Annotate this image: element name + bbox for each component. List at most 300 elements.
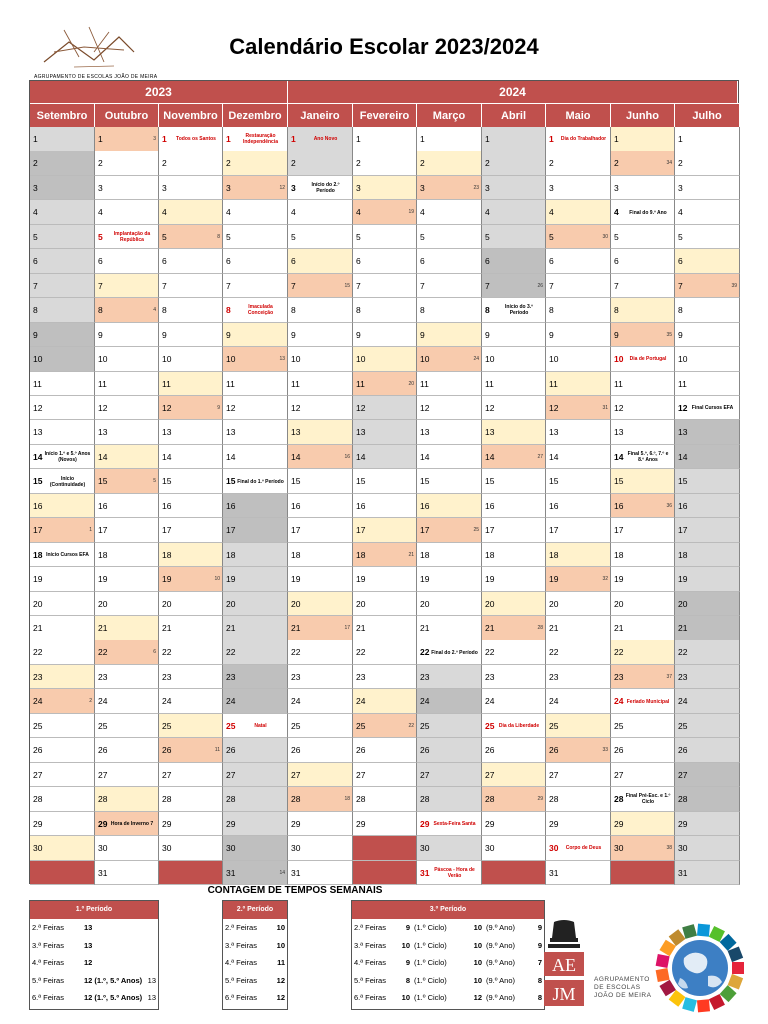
day-number: 1 [678,134,683,144]
day-number: 15 [33,476,43,487]
day-number: 7 [678,280,683,291]
count-extra: 13 [147,975,156,985]
day-cell [353,347,417,372]
day-number: 10 [291,354,301,365]
day-number: 22 [485,647,495,658]
counts-row [223,919,287,937]
day-number: 13 [420,427,430,438]
day-cell [288,592,353,617]
sdg-globe-icon [652,920,748,1016]
day-note: Sexta-Feira Santa [433,820,476,827]
day-number: 8 [485,305,490,316]
day-cell [353,543,417,568]
day-cell [417,640,482,665]
day-number: 24 [678,696,688,707]
day-number: 28 [678,794,688,805]
count-label-1: (1.º Ciclo) [414,993,447,1002]
day-cell [546,763,611,788]
day-cell [30,763,95,788]
day-cell [611,445,675,470]
day-number: 15 [614,476,624,487]
day-number: 17 [33,525,43,536]
weekday-label: 3.ª Feiras [32,940,64,950]
day-cell [159,665,223,690]
day-cell [353,420,417,445]
day-cell [417,151,482,176]
week-number: 1 [89,527,92,534]
week-number: 28 [537,625,543,631]
weekday-label: 4.ª Feiras [354,958,386,967]
sdg-tile [728,974,744,990]
count-value: 12 [276,975,285,985]
day-cell [611,274,675,299]
day-cell [353,592,417,617]
count-label-2: (9.º Ano) [486,940,516,950]
day-number: 29 [614,818,624,829]
day-cell [95,518,159,543]
day-cell [353,200,417,225]
day-number: 16 [162,500,172,511]
day-number: 30 [291,843,301,854]
day-cell [159,592,223,617]
day-number: 16 [420,500,430,511]
day-number: 8 [549,305,554,316]
day-cell [482,763,546,788]
day-cell [159,323,223,348]
count-value: 10 [276,923,285,932]
day-number: 16 [98,500,108,511]
count-value: 13 [84,923,93,932]
day-cell [223,274,288,299]
day-number: 25 [614,720,624,731]
day-cell [223,225,288,250]
week-number: 39 [731,282,737,289]
day-cell [95,616,159,641]
day-number: 13 [485,427,495,438]
day-number: 16 [33,500,43,511]
day-cell [611,176,675,201]
day-cell [611,738,675,763]
day-number: 9 [678,329,683,340]
day-number: 11 [226,378,235,389]
day-number: 1 [33,134,38,144]
day-number: 11 [33,378,42,389]
day-number: 14 [291,451,301,462]
day-cell [675,200,740,225]
day-note: Final do 9.º Ano [629,209,667,216]
week-number: 31 [602,404,608,411]
week-number: 10 [214,576,220,583]
week-number: 37 [666,673,672,680]
day-cell [611,298,675,323]
day-number: 29 [291,818,301,829]
day-number: 14 [678,451,688,462]
aejm-text-line-1: AGRUPAMENTO [594,976,650,983]
day-number: 19 [98,574,108,585]
day-cell [288,689,353,714]
day-cell [223,812,288,837]
day-number: 20 [33,598,43,609]
week-number: 4 [153,307,156,314]
weekday-label: 3.ª Feiras [354,940,386,950]
day-number: 11 [291,378,300,389]
day-number: 6 [162,256,167,267]
day-cell [30,445,95,470]
day-cell [675,127,740,152]
day-number: 31 [678,867,688,878]
day-number: 18 [162,549,172,560]
day-note: Início 1.º e 5.º Anos (Novos) [44,451,91,464]
day-number: 14 [420,451,430,462]
day-cell [546,543,611,568]
week-number: 16 [344,453,350,460]
day-cell [482,420,546,445]
week-number: 12 [279,184,285,191]
day-number: 18 [356,549,366,560]
day-cell [546,861,611,886]
day-number: 2 [162,158,167,169]
day-number: 2 [614,158,619,169]
day-number: 21 [485,623,495,633]
day-cell [611,836,675,861]
day-cell [611,689,675,714]
weekday-label: 3.ª Feiras [225,940,257,950]
day-number: 23 [549,671,559,682]
day-number: 28 [33,794,43,805]
day-cell [417,469,482,494]
day-cell [288,347,353,372]
count-value: 11 [277,958,285,967]
day-number: 20 [98,598,108,609]
day-number: 30 [33,843,43,854]
day-number: 27 [549,769,559,780]
day-number: 19 [678,574,688,585]
day-number: 14 [226,451,236,462]
day-cell [611,494,675,519]
day-number: 27 [226,769,236,780]
month-header-janeiro: Janeiro [288,103,353,127]
day-number: 12 [226,402,236,413]
day-number: 1 [162,134,167,144]
aejm-initials-top: AE [552,955,576,975]
day-cell [223,592,288,617]
day-cell [675,445,740,470]
day-number: 17 [614,525,624,536]
day-cell [675,347,740,372]
day-number: 15 [162,476,172,487]
day-cell [417,763,482,788]
week-number: 13 [279,356,285,363]
day-number: 23 [33,671,43,682]
day-number: 19 [226,574,236,585]
day-number: 30 [549,843,559,854]
day-cell [95,592,159,617]
day-cell [417,298,482,323]
day-number: 6 [549,256,554,267]
day-cell [417,665,482,690]
day-number: 15 [678,476,688,487]
day-cell [288,787,353,812]
day-number: 13 [98,427,108,438]
month-header-julho: Julho [675,103,740,127]
day-number: 27 [98,769,108,780]
day-cell [223,347,288,372]
day-number: 26 [678,745,688,756]
day-number: 15 [291,476,301,487]
day-cell [611,518,675,543]
day-number: 13 [614,427,624,438]
day-number: 26 [226,745,236,756]
day-cell [223,738,288,763]
day-number: 12 [291,402,301,413]
day-cell [288,176,353,201]
day-number: 27 [420,769,430,780]
day-number: 4 [98,207,103,218]
day-cell [159,836,223,861]
day-cell [288,616,353,641]
day-cell [546,396,611,421]
day-number: 2 [98,158,103,169]
day-cell [223,714,288,739]
day-cell [30,787,95,812]
day-cell [482,200,546,225]
day-cell [417,176,482,201]
day-cell [223,200,288,225]
day-number: 26 [614,745,624,756]
week-number: 3 [153,136,156,142]
day-number: 20 [226,598,236,609]
day-number: 14 [98,451,108,462]
day-number: 12 [678,402,688,413]
day-cell [482,225,546,250]
day-number: 29 [678,818,688,829]
day-number: 27 [33,769,43,780]
count-label-2: (9.º Ano) [486,923,516,932]
counts-row [352,937,544,955]
weekday-label: 6.ª Feiras [354,993,386,1002]
day-number: 17 [678,525,688,536]
aejm-logo [537,920,588,1008]
day-note: Final do 1.º Período [237,478,284,485]
day-cell [675,518,740,543]
day-cell [353,567,417,592]
day-number: 28 [420,794,430,805]
day-cell [611,151,675,176]
day-number: 20 [356,598,366,609]
counts-table-period-3 [351,900,545,1010]
weekday-label: 5.ª Feiras [354,975,386,985]
school-name-small: AGRUPAMENTO DE ESCOLAS JOÃO DE MEIRA [34,74,158,80]
day-cell [675,323,740,348]
day-cell [159,372,223,397]
year-header-2024: 2024 [288,81,738,103]
day-number: 16 [291,500,301,511]
day-number: 6 [291,256,296,267]
day-number: 13 [226,427,236,438]
day-cell [288,812,353,837]
day-cell [159,861,223,886]
day-cell [288,763,353,788]
day-cell [417,420,482,445]
day-cell [353,127,417,152]
day-cell [353,176,417,201]
day-number: 6 [98,256,103,267]
day-number: 15 [226,476,236,487]
day-cell [482,714,546,739]
day-number: 29 [420,818,430,829]
day-cell [223,518,288,543]
day-note: Implantação da República [113,231,151,244]
day-number: 12 [98,402,108,413]
day-cell [611,616,675,641]
count-value-2: 12 [473,993,482,1002]
day-number: 29 [226,818,236,829]
day-note: Início (Continuidade) [49,475,86,488]
day-number: 21 [614,623,624,633]
day-cell [417,567,482,592]
day-number: 12 [614,402,624,413]
day-cell [353,372,417,397]
day-number: 27 [162,769,172,780]
day-cell [675,298,740,323]
day-number: 12 [420,402,430,413]
day-cell [95,323,159,348]
day-number: 28 [291,794,301,805]
day-number: 13 [162,427,172,438]
day-number: 3 [678,182,683,193]
day-number: 20 [420,598,430,609]
day-number: 20 [549,598,559,609]
day-cell [95,689,159,714]
day-note: Ano Novo [313,136,338,143]
day-cell [95,127,159,152]
day-cell [30,151,95,176]
day-number: 22 [162,647,172,658]
day-number: 31 [291,867,301,878]
day-number: 11 [98,378,107,389]
day-number: 25 [485,720,495,731]
day-number: 25 [549,720,559,731]
day-cell [353,861,417,886]
day-cell [353,445,417,470]
day-number: 21 [98,623,108,633]
day-cell [223,420,288,445]
day-cell [95,200,159,225]
day-cell [675,176,740,201]
week-number: 33 [602,747,608,754]
day-number: 26 [356,745,366,756]
day-number: 1 [356,134,361,144]
day-number: 22 [678,647,688,658]
day-number: 2 [420,158,425,169]
day-cell [611,763,675,788]
day-number: 4 [549,207,554,218]
day-number: 18 [549,549,559,560]
day-cell [353,249,417,274]
day-note: Imaculada Conceição [247,304,274,317]
day-note: Dia da Liberdade [498,723,540,730]
day-number: 24 [291,696,301,707]
day-cell [611,592,675,617]
day-number: 12 [485,402,495,413]
day-cell [546,738,611,763]
day-cell [675,494,740,519]
day-number: 22 [549,647,559,658]
day-number: 5 [98,231,103,242]
day-cell [95,372,159,397]
week-number: 36 [666,502,672,509]
week-number: 18 [344,796,350,803]
day-cell [611,323,675,348]
day-cell [30,592,95,617]
day-cell [288,861,353,886]
sdg-tile [697,924,710,937]
day-cell [288,543,353,568]
year-header-2023: 2023 [30,81,288,103]
count-value-2: 10 [473,975,482,985]
day-cell [288,225,353,250]
day-note: Final Cursos EFA [691,405,734,412]
day-cell [288,200,353,225]
day-number: 23 [356,671,366,682]
school-sketch-logo [34,22,144,76]
day-number: 25 [356,720,366,731]
day-cell [30,714,95,739]
day-cell [288,420,353,445]
day-number: 10 [420,354,430,365]
day-number: 21 [291,623,301,633]
day-cell [417,738,482,763]
day-cell [482,127,546,152]
week-number: 5 [153,478,156,485]
counts-row [30,919,158,937]
day-cell [482,323,546,348]
day-cell [482,176,546,201]
day-cell [482,372,546,397]
day-number: 29 [33,818,43,829]
day-number: 25 [420,720,430,731]
day-number: 19 [485,574,495,585]
day-number: 24 [162,696,172,707]
day-cell [546,323,611,348]
counts-header-period-2: 2.º Período [223,901,287,919]
day-number: 3 [226,182,231,193]
day-cell [223,640,288,665]
week-number: 17 [344,625,350,631]
day-number: 19 [291,574,301,585]
day-cell [546,567,611,592]
day-cell [353,763,417,788]
day-cell [95,665,159,690]
day-cell [482,396,546,421]
day-number: 14 [33,451,43,462]
day-cell [353,738,417,763]
day-cell [482,347,546,372]
day-number: 5 [614,231,619,242]
day-cell [482,518,546,543]
month-header-março: Março [417,103,482,127]
day-number: 25 [162,720,172,731]
day-cell [353,665,417,690]
day-number: 14 [356,451,366,462]
day-cell [95,714,159,739]
day-cell [482,836,546,861]
day-cell [675,567,740,592]
day-cell [417,200,482,225]
month-header-novembro: Novembro [159,103,223,127]
day-cell [546,420,611,445]
week-number: 27 [537,453,543,460]
